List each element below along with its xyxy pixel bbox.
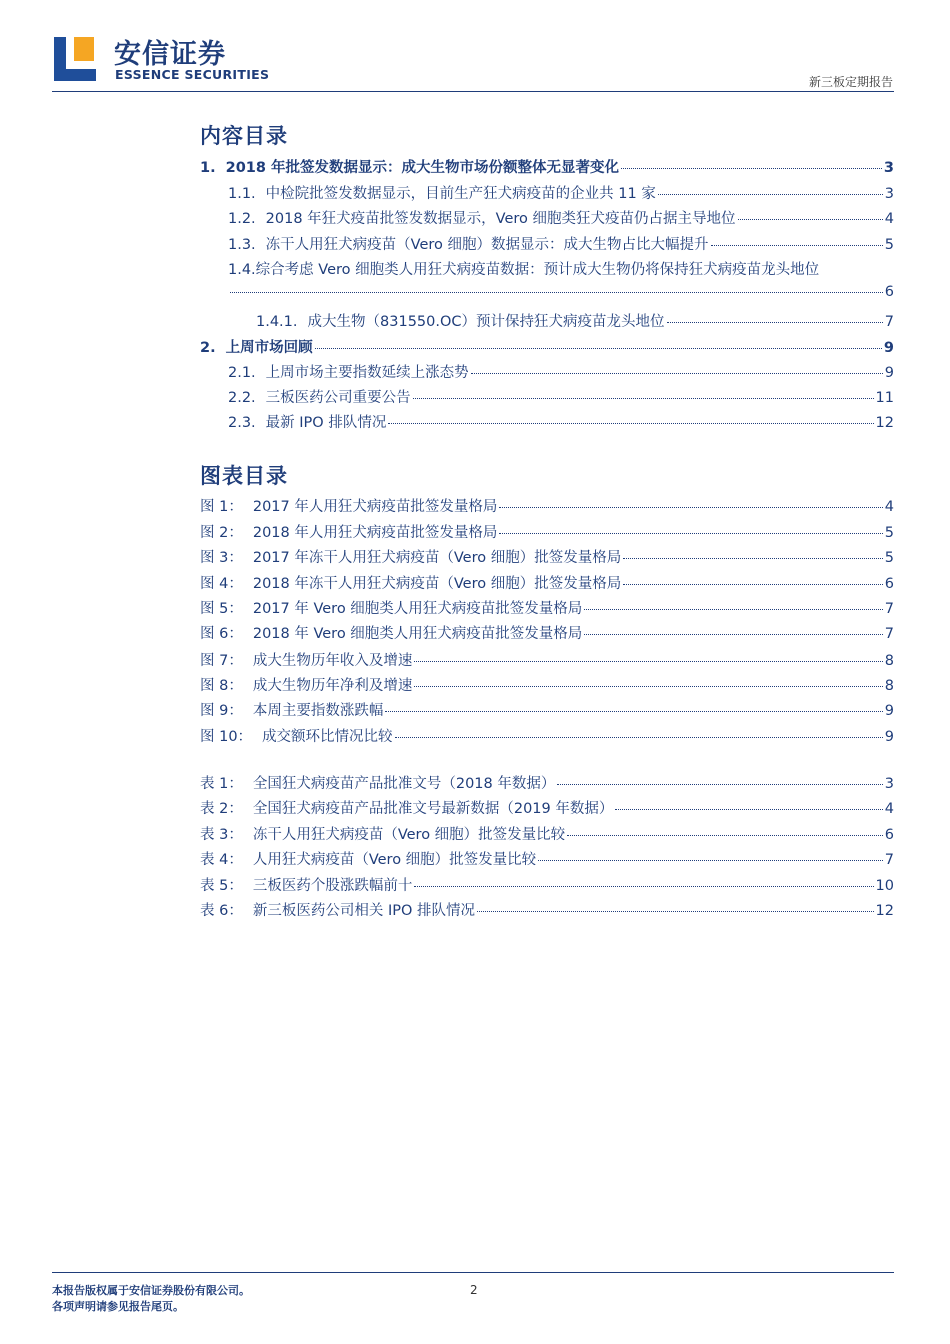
figure-entry-page: 6 xyxy=(884,576,894,592)
dot-leader xyxy=(471,373,883,374)
header-divider xyxy=(52,91,894,92)
table-entry-page: 6 xyxy=(884,827,894,843)
dot-leader xyxy=(395,737,883,738)
toc-entry-number: 2. xyxy=(200,340,216,356)
figure-entry-page: 8 xyxy=(884,653,894,669)
figure-entry-number: 图 4： xyxy=(200,576,243,592)
toc-entry-title: 2018 年狂犬疫苗批签发数据显示，Vero 细胞类狂犬疫苗仍占据主导地位 xyxy=(265,211,736,227)
table-entry-6[interactable] xyxy=(200,899,894,921)
figure-entry-page: 5 xyxy=(884,525,894,541)
table-entry-4[interactable] xyxy=(200,848,894,870)
table-entry-number: 表 3： xyxy=(200,827,243,843)
table-entry-1[interactable] xyxy=(200,772,894,794)
table-entry-number: 表 5： xyxy=(200,878,243,894)
figure-entry-7[interactable] xyxy=(200,649,894,671)
table-entry-number: 表 6： xyxy=(200,903,243,919)
dot-leader xyxy=(499,507,882,508)
toc-entry-2[interactable] xyxy=(200,336,894,358)
toc-entry-page: 12 xyxy=(875,415,894,431)
dot-leader xyxy=(414,661,882,662)
toc-entry-page: 3 xyxy=(883,160,894,176)
figure-entry-title: 2018 年冻干人用狂犬病疫苗（Vero 细胞）批签发量格局 xyxy=(252,576,622,592)
table-entry-5[interactable] xyxy=(200,874,894,896)
brand-name-english: ESSENCE SECURITIES xyxy=(115,67,270,82)
table-entry-number: 表 1： xyxy=(200,776,243,792)
figure-entry-title: 成大生物历年净利及增速 xyxy=(252,678,413,694)
figure-entry-title: 2018 年 Vero 细胞类人用狂犬病疫苗批签发量格局 xyxy=(252,626,583,642)
toc-entry-page: 7 xyxy=(884,314,894,330)
toc-entry-title: 三板医药公司重要公告 xyxy=(265,390,411,406)
dot-leader xyxy=(414,686,882,687)
toc-entry-number: 1.4.1. xyxy=(256,314,298,330)
figure-entry-page: 7 xyxy=(884,601,894,617)
toc-entry-number: 2.3. xyxy=(228,415,256,431)
table-entry-page: 4 xyxy=(884,801,894,817)
dot-leader xyxy=(477,911,874,912)
figure-entry-title: 2018 年人用狂犬病疫苗批签发量格局 xyxy=(252,525,498,541)
toc-entry-2-1[interactable] xyxy=(228,361,894,383)
figure-entry-10[interactable] xyxy=(200,725,894,747)
table-entry-page: 3 xyxy=(884,776,894,792)
table-entry-title: 人用狂犬病疫苗（Vero 细胞）批签发量比较 xyxy=(252,852,537,868)
dot-leader xyxy=(584,634,882,635)
toc-entry-title: 上周市场回顾 xyxy=(225,340,313,356)
figure-entry-page: 9 xyxy=(884,729,894,745)
figure-entry-number: 图 2： xyxy=(200,525,243,541)
dot-leader xyxy=(388,423,873,424)
toc-entry-1-4-1[interactable] xyxy=(256,310,894,332)
toc-entry-2-2[interactable] xyxy=(228,386,894,408)
figure-entry-title: 2017 年冻干人用狂犬病疫苗（Vero 细胞）批签发量格局 xyxy=(252,550,622,566)
toc-entry-1-2[interactable] xyxy=(228,207,894,229)
dot-leader xyxy=(738,219,883,220)
toc-entry-number: 1. xyxy=(200,160,216,176)
figure-entry-4[interactable] xyxy=(200,572,894,594)
figure-entry-number: 图 8： xyxy=(200,678,243,694)
table-entry-number: 表 2： xyxy=(200,801,243,817)
dot-leader xyxy=(615,809,882,810)
page-number: 2 xyxy=(470,1283,478,1297)
table-entry-title: 三板医药个股涨跌幅前十 xyxy=(252,878,413,894)
dot-leader xyxy=(567,835,883,836)
figure-entry-number: 图 6： xyxy=(200,626,243,642)
figure-entry-5[interactable] xyxy=(200,597,894,619)
toc-entry-title: 上周市场主要指数延续上涨态势 xyxy=(265,365,469,381)
toc-entry-1-4-leader[interactable] xyxy=(228,284,894,306)
figure-entry-number: 图 10： xyxy=(200,729,253,745)
toc-entry-1-1[interactable] xyxy=(228,182,894,204)
dot-leader xyxy=(623,558,883,559)
dot-leader xyxy=(499,533,882,534)
dot-leader xyxy=(315,348,882,349)
dot-leader xyxy=(623,584,883,585)
toc-entry-title: 成大生物（831550.OC）预计保持狂犬病疫苗龙头地位 xyxy=(307,314,665,330)
company-logo xyxy=(52,33,98,83)
toc-entry-1[interactable] xyxy=(200,156,894,178)
figure-entry-title: 2017 年 Vero 细胞类人用狂犬病疫苗批签发量格局 xyxy=(252,601,583,617)
report-type-label: 新三板定期报告 xyxy=(808,75,893,89)
toc-entry-page: 11 xyxy=(875,390,894,406)
table-entry-title: 冻干人用狂犬病疫苗（Vero 细胞）批签发量比较 xyxy=(252,827,566,843)
toc-entry-title: 冻干人用狂犬病疫苗（Vero 细胞）数据显示：成大生物占比大幅提升 xyxy=(265,237,709,253)
toc-entry-1-4[interactable] xyxy=(228,258,819,279)
toc-entry-page: 4 xyxy=(884,211,894,227)
table-entry-number: 表 4： xyxy=(200,852,243,868)
toc-entry-number: 1.1. xyxy=(228,186,256,202)
toc-entry-number: 2.1. xyxy=(228,365,256,381)
table-entry-title: 全国狂犬病疫苗产品批准文号最新数据（2019 年数据） xyxy=(252,801,614,817)
toc-entry-title: 2018 年批签发数据显示：成大生物市场份额整体无显著变化 xyxy=(225,160,620,176)
brand-name-chinese: 安信证券 xyxy=(114,39,226,70)
figure-entry-number: 图 5： xyxy=(200,601,243,617)
table-entry-page: 12 xyxy=(875,903,894,919)
toc-entry-number: 2.2. xyxy=(228,390,256,406)
toc-entry-2-3[interactable] xyxy=(228,411,894,433)
toc-entry-number: 1.4. xyxy=(228,262,256,278)
toc-entry-number: 1.2. xyxy=(228,211,256,227)
figure-entry-number: 图 9： xyxy=(200,703,243,719)
toc-entry-title: 综合考虑 Vero 细胞类人用狂犬病疫苗数据：预计成大生物仍将保持狂犬病疫苗龙头地位 xyxy=(255,262,820,278)
table-entry-3[interactable] xyxy=(200,823,894,845)
figures-title: 图表目录 xyxy=(200,464,288,488)
table-entry-page: 10 xyxy=(875,878,894,894)
copyright-notice: 本报告版权属于安信证券股份有限公司。 xyxy=(52,1284,250,1297)
dot-leader xyxy=(413,398,874,399)
figure-entry-number: 图 7： xyxy=(200,653,243,669)
dot-leader xyxy=(584,609,882,610)
figure-entry-1[interactable] xyxy=(200,495,894,517)
figure-entry-title: 本周主要指数涨跌幅 xyxy=(252,703,384,719)
figure-entry-page: 5 xyxy=(884,550,894,566)
dot-leader xyxy=(667,322,883,323)
table-entry-page: 7 xyxy=(884,852,894,868)
figure-entry-title: 2017 年人用狂犬病疫苗批签发量格局 xyxy=(252,499,498,515)
dot-leader xyxy=(414,886,873,887)
figure-entry-number: 图 3： xyxy=(200,550,243,566)
dot-leader xyxy=(557,784,882,785)
figure-entry-number: 图 1： xyxy=(200,499,243,515)
figure-entry-title: 成大生物历年收入及增速 xyxy=(252,653,413,669)
figure-entry-6[interactable] xyxy=(200,622,894,644)
dot-leader xyxy=(658,194,883,195)
dot-leader xyxy=(385,711,882,712)
figure-entry-title: 成交额环比情况比较 xyxy=(262,729,393,745)
toc-entry-number: 1.3. xyxy=(228,237,256,253)
dot-leader xyxy=(711,245,883,246)
disclaimer-notice: 各项声明请参见报告尾页。 xyxy=(52,1300,184,1313)
toc-entry-page: 9 xyxy=(884,365,894,381)
dot-leader xyxy=(230,292,883,293)
table-entry-title: 新三板医药公司相关 IPO 排队情况 xyxy=(252,903,475,919)
toc-entry-title: 中检院批签发数据显示，目前生产狂犬病疫苗的企业共 11 家 xyxy=(265,186,656,202)
table-entry-title: 全国狂犬病疫苗产品批准文号（2018 年数据） xyxy=(252,776,556,792)
contents-title: 内容目录 xyxy=(200,124,288,148)
toc-entry-page: 9 xyxy=(883,340,894,356)
toc-entry-page: 6 xyxy=(884,284,894,300)
figure-entry-page: 9 xyxy=(884,703,894,719)
toc-entry-page: 3 xyxy=(884,186,894,202)
figure-entry-9[interactable] xyxy=(200,699,894,721)
footer-divider xyxy=(52,1272,894,1273)
figure-entry-page: 7 xyxy=(884,626,894,642)
toc-entry-page: 5 xyxy=(884,237,894,253)
dot-leader xyxy=(538,860,883,861)
table-entry-2[interactable] xyxy=(200,797,894,819)
figure-entry-page: 4 xyxy=(884,499,894,515)
figure-entry-8[interactable] xyxy=(200,674,894,696)
toc-entry-title: 最新 IPO 排队情况 xyxy=(265,415,387,431)
dot-leader xyxy=(621,168,882,169)
figure-entry-page: 8 xyxy=(884,678,894,694)
toc-entry-1-3[interactable] xyxy=(228,233,894,255)
figure-entry-3[interactable] xyxy=(200,546,894,568)
figure-entry-2[interactable] xyxy=(200,521,894,543)
